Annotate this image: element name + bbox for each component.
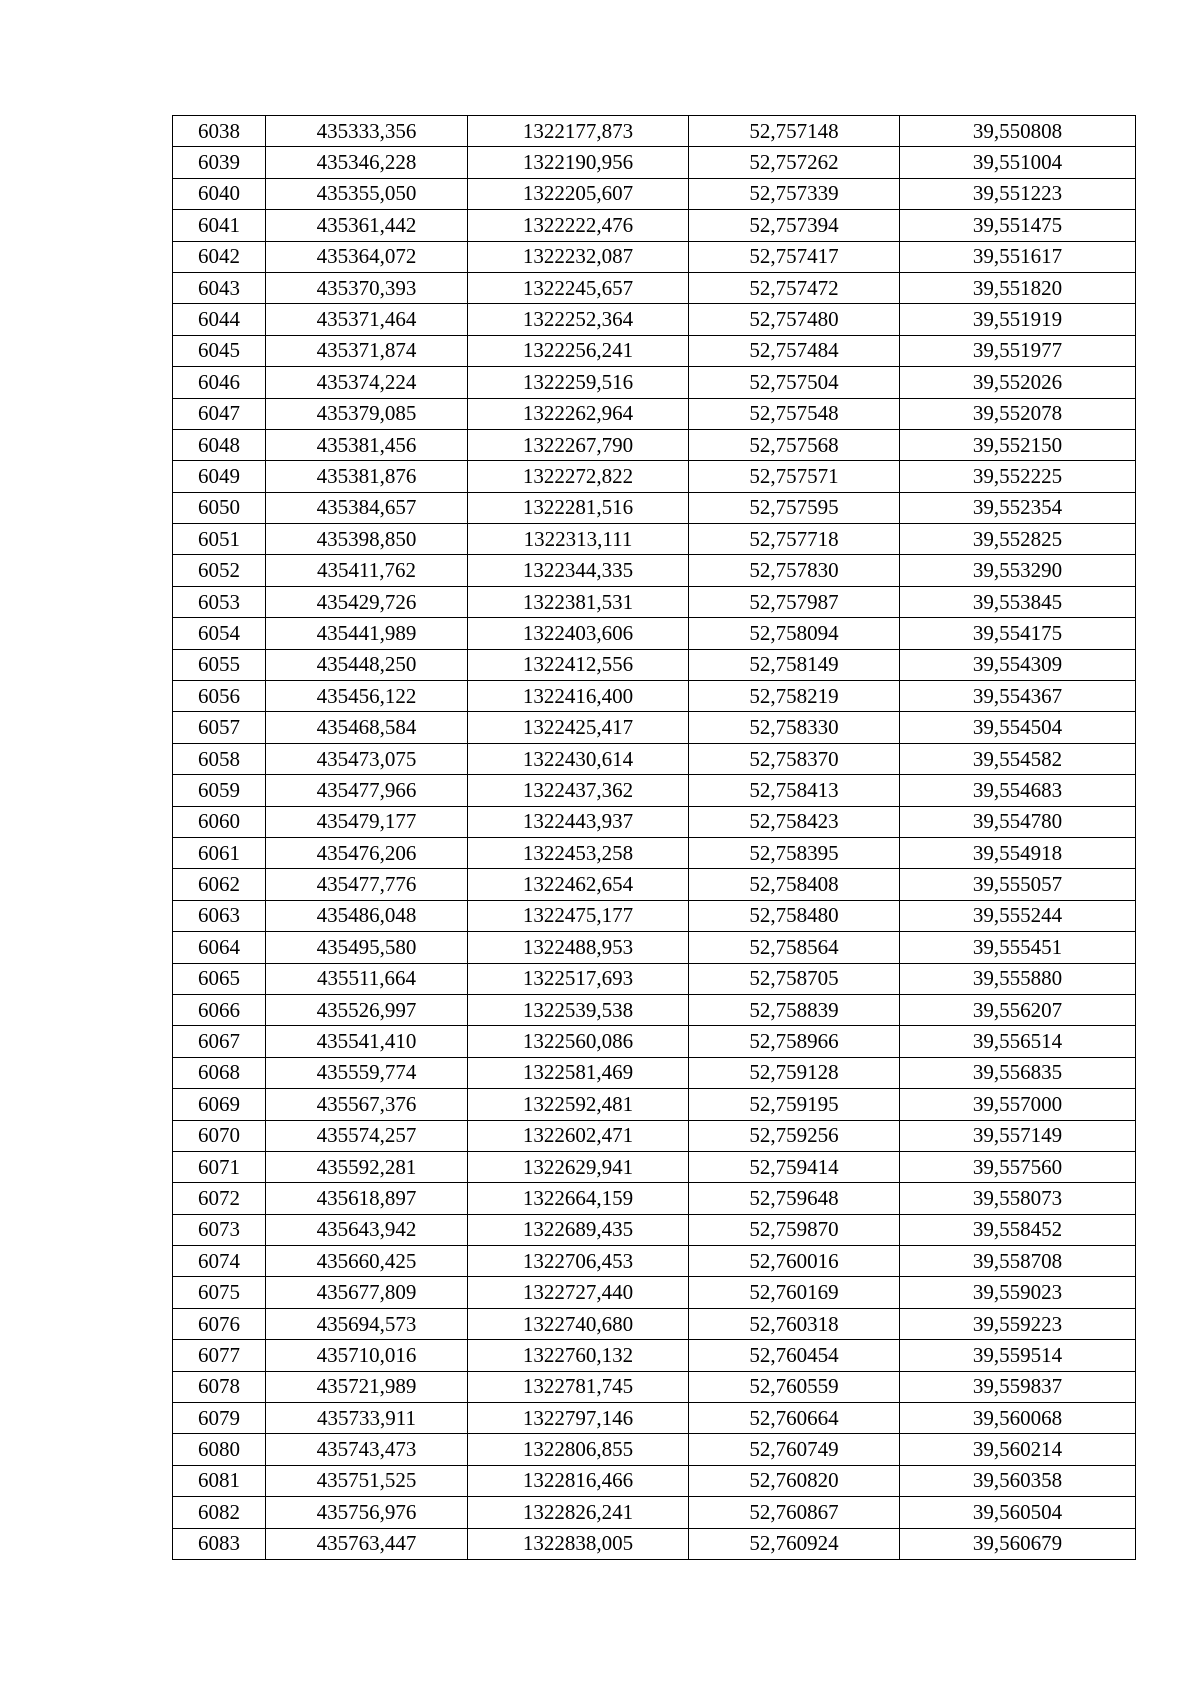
y-coordinate-cell: 1322437,362 xyxy=(468,775,689,806)
point-number-cell: 6043 xyxy=(173,272,266,303)
table-row xyxy=(173,649,1136,680)
point-number-cell: 6073 xyxy=(173,1214,266,1245)
point-number-cell: 6068 xyxy=(173,1057,266,1088)
x-coordinate-cell: 435370,393 xyxy=(266,272,468,303)
y-coordinate-cell: 1322190,956 xyxy=(468,147,689,178)
point-number-cell: 6062 xyxy=(173,869,266,900)
y-coordinate-cell: 1322539,538 xyxy=(468,994,689,1025)
x-coordinate-cell: 435364,072 xyxy=(266,241,468,272)
x-coordinate-cell: 435441,989 xyxy=(266,618,468,649)
latitude-cell: 52,758705 xyxy=(689,963,900,994)
y-coordinate-cell: 1322560,086 xyxy=(468,1026,689,1057)
latitude-cell: 52,758408 xyxy=(689,869,900,900)
x-coordinate-cell: 435756,976 xyxy=(266,1497,468,1528)
longitude-cell: 39,556835 xyxy=(900,1057,1136,1088)
x-coordinate-cell: 435473,075 xyxy=(266,743,468,774)
latitude-cell: 52,757262 xyxy=(689,147,900,178)
y-coordinate-cell: 1322443,937 xyxy=(468,806,689,837)
point-number-cell: 6076 xyxy=(173,1308,266,1339)
latitude-cell: 52,760318 xyxy=(689,1308,900,1339)
x-coordinate-cell: 435677,809 xyxy=(266,1277,468,1308)
table-row xyxy=(173,806,1136,837)
table-row xyxy=(173,994,1136,1025)
y-coordinate-cell: 1322629,941 xyxy=(468,1151,689,1182)
point-number-cell: 6069 xyxy=(173,1089,266,1120)
point-number-cell: 6066 xyxy=(173,994,266,1025)
longitude-cell: 39,553845 xyxy=(900,586,1136,617)
point-number-cell: 6050 xyxy=(173,492,266,523)
longitude-cell: 39,559023 xyxy=(900,1277,1136,1308)
latitude-cell: 52,760169 xyxy=(689,1277,900,1308)
table-row xyxy=(173,178,1136,209)
latitude-cell: 52,757148 xyxy=(689,116,900,147)
table-row xyxy=(173,147,1136,178)
latitude-cell: 52,757718 xyxy=(689,524,900,555)
longitude-cell: 39,552225 xyxy=(900,461,1136,492)
latitude-cell: 52,758423 xyxy=(689,806,900,837)
table-row xyxy=(173,1246,1136,1277)
table-row xyxy=(173,1465,1136,1496)
point-number-cell: 6071 xyxy=(173,1151,266,1182)
y-coordinate-cell: 1322412,556 xyxy=(468,649,689,680)
longitude-cell: 39,557149 xyxy=(900,1120,1136,1151)
table-row xyxy=(173,932,1136,963)
y-coordinate-cell: 1322259,516 xyxy=(468,367,689,398)
point-number-cell: 6061 xyxy=(173,837,266,868)
latitude-cell: 52,757504 xyxy=(689,367,900,398)
y-coordinate-cell: 1322281,516 xyxy=(468,492,689,523)
longitude-cell: 39,556207 xyxy=(900,994,1136,1025)
y-coordinate-cell: 1322430,614 xyxy=(468,743,689,774)
longitude-cell: 39,554582 xyxy=(900,743,1136,774)
latitude-cell: 52,758413 xyxy=(689,775,900,806)
point-number-cell: 6042 xyxy=(173,241,266,272)
x-coordinate-cell: 435346,228 xyxy=(266,147,468,178)
longitude-cell: 39,552150 xyxy=(900,429,1136,460)
point-number-cell: 6045 xyxy=(173,335,266,366)
longitude-cell: 39,551004 xyxy=(900,147,1136,178)
point-number-cell: 6056 xyxy=(173,681,266,712)
x-coordinate-cell: 435477,966 xyxy=(266,775,468,806)
latitude-cell: 52,758839 xyxy=(689,994,900,1025)
latitude-cell: 52,760454 xyxy=(689,1340,900,1371)
x-coordinate-cell: 435468,584 xyxy=(266,712,468,743)
latitude-cell: 52,758395 xyxy=(689,837,900,868)
longitude-cell: 39,559837 xyxy=(900,1371,1136,1402)
table-row xyxy=(173,869,1136,900)
longitude-cell: 39,555451 xyxy=(900,932,1136,963)
x-coordinate-cell: 435495,580 xyxy=(266,932,468,963)
table-row xyxy=(173,618,1136,649)
latitude-cell: 52,757595 xyxy=(689,492,900,523)
x-coordinate-cell: 435486,048 xyxy=(266,900,468,931)
x-coordinate-cell: 435477,776 xyxy=(266,869,468,900)
point-number-cell: 6039 xyxy=(173,147,266,178)
longitude-cell: 39,558708 xyxy=(900,1246,1136,1277)
x-coordinate-cell: 435559,774 xyxy=(266,1057,468,1088)
point-number-cell: 6067 xyxy=(173,1026,266,1057)
longitude-cell: 39,554309 xyxy=(900,649,1136,680)
y-coordinate-cell: 1322706,453 xyxy=(468,1246,689,1277)
longitude-cell: 39,554918 xyxy=(900,837,1136,868)
latitude-cell: 52,757417 xyxy=(689,241,900,272)
x-coordinate-cell: 435456,122 xyxy=(266,681,468,712)
table-row xyxy=(173,681,1136,712)
latitude-cell: 52,757472 xyxy=(689,272,900,303)
x-coordinate-cell: 435381,876 xyxy=(266,461,468,492)
coordinates-table-body xyxy=(173,116,1136,1560)
table-row xyxy=(173,1403,1136,1434)
longitude-cell: 39,554367 xyxy=(900,681,1136,712)
latitude-cell: 52,759414 xyxy=(689,1151,900,1182)
x-coordinate-cell: 435374,224 xyxy=(266,367,468,398)
point-number-cell: 6063 xyxy=(173,900,266,931)
x-coordinate-cell: 435371,464 xyxy=(266,304,468,335)
point-number-cell: 6044 xyxy=(173,304,266,335)
point-number-cell: 6080 xyxy=(173,1434,266,1465)
y-coordinate-cell: 1322592,481 xyxy=(468,1089,689,1120)
longitude-cell: 39,551475 xyxy=(900,210,1136,241)
latitude-cell: 52,758480 xyxy=(689,900,900,931)
point-number-cell: 6053 xyxy=(173,586,266,617)
table-row xyxy=(173,272,1136,303)
table-row xyxy=(173,963,1136,994)
longitude-cell: 39,553290 xyxy=(900,555,1136,586)
latitude-cell: 52,758219 xyxy=(689,681,900,712)
table-row xyxy=(173,1371,1136,1402)
y-coordinate-cell: 1322689,435 xyxy=(468,1214,689,1245)
y-coordinate-cell: 1322262,964 xyxy=(468,398,689,429)
table-row xyxy=(173,1308,1136,1339)
x-coordinate-cell: 435721,989 xyxy=(266,1371,468,1402)
y-coordinate-cell: 1322222,476 xyxy=(468,210,689,241)
table-row xyxy=(173,210,1136,241)
y-coordinate-cell: 1322344,335 xyxy=(468,555,689,586)
point-number-cell: 6059 xyxy=(173,775,266,806)
latitude-cell: 52,757548 xyxy=(689,398,900,429)
longitude-cell: 39,557560 xyxy=(900,1151,1136,1182)
y-coordinate-cell: 1322177,873 xyxy=(468,116,689,147)
point-number-cell: 6052 xyxy=(173,555,266,586)
y-coordinate-cell: 1322797,146 xyxy=(468,1403,689,1434)
x-coordinate-cell: 435618,897 xyxy=(266,1183,468,1214)
y-coordinate-cell: 1322313,111 xyxy=(468,524,689,555)
table-row xyxy=(173,775,1136,806)
y-coordinate-cell: 1322256,241 xyxy=(468,335,689,366)
x-coordinate-cell: 435743,473 xyxy=(266,1434,468,1465)
y-coordinate-cell: 1322517,693 xyxy=(468,963,689,994)
latitude-cell: 52,758149 xyxy=(689,649,900,680)
point-number-cell: 6060 xyxy=(173,806,266,837)
table-row xyxy=(173,1151,1136,1182)
x-coordinate-cell: 435429,726 xyxy=(266,586,468,617)
longitude-cell: 39,556514 xyxy=(900,1026,1136,1057)
latitude-cell: 52,759256 xyxy=(689,1120,900,1151)
latitude-cell: 52,758966 xyxy=(689,1026,900,1057)
y-coordinate-cell: 1322727,440 xyxy=(468,1277,689,1308)
y-coordinate-cell: 1322838,005 xyxy=(468,1528,689,1559)
latitude-cell: 52,760559 xyxy=(689,1371,900,1402)
table-row xyxy=(173,555,1136,586)
table-row xyxy=(173,367,1136,398)
point-number-cell: 6057 xyxy=(173,712,266,743)
y-coordinate-cell: 1322403,606 xyxy=(468,618,689,649)
latitude-cell: 52,759648 xyxy=(689,1183,900,1214)
latitude-cell: 52,757339 xyxy=(689,178,900,209)
latitude-cell: 52,760664 xyxy=(689,1403,900,1434)
point-number-cell: 6046 xyxy=(173,367,266,398)
y-coordinate-cell: 1322272,822 xyxy=(468,461,689,492)
point-number-cell: 6038 xyxy=(173,116,266,147)
table-row xyxy=(173,1089,1136,1120)
x-coordinate-cell: 435448,250 xyxy=(266,649,468,680)
longitude-cell: 39,550808 xyxy=(900,116,1136,147)
table-row xyxy=(173,335,1136,366)
x-coordinate-cell: 435355,050 xyxy=(266,178,468,209)
longitude-cell: 39,551223 xyxy=(900,178,1136,209)
x-coordinate-cell: 435733,911 xyxy=(266,1403,468,1434)
x-coordinate-cell: 435592,281 xyxy=(266,1151,468,1182)
latitude-cell: 52,758094 xyxy=(689,618,900,649)
point-number-cell: 6065 xyxy=(173,963,266,994)
table-row xyxy=(173,1528,1136,1559)
longitude-cell: 39,555880 xyxy=(900,963,1136,994)
latitude-cell: 52,758564 xyxy=(689,932,900,963)
table-row xyxy=(173,1497,1136,1528)
y-coordinate-cell: 1322664,159 xyxy=(468,1183,689,1214)
point-number-cell: 6040 xyxy=(173,178,266,209)
x-coordinate-cell: 435476,206 xyxy=(266,837,468,868)
table-row xyxy=(173,743,1136,774)
longitude-cell: 39,557000 xyxy=(900,1089,1136,1120)
x-coordinate-cell: 435479,177 xyxy=(266,806,468,837)
y-coordinate-cell: 1322381,531 xyxy=(468,586,689,617)
y-coordinate-cell: 1322816,466 xyxy=(468,1465,689,1496)
x-coordinate-cell: 435384,657 xyxy=(266,492,468,523)
table-row xyxy=(173,241,1136,272)
y-coordinate-cell: 1322425,417 xyxy=(468,712,689,743)
point-number-cell: 6083 xyxy=(173,1528,266,1559)
y-coordinate-cell: 1322453,258 xyxy=(468,837,689,868)
y-coordinate-cell: 1322781,745 xyxy=(468,1371,689,1402)
longitude-cell: 39,560068 xyxy=(900,1403,1136,1434)
table-row xyxy=(173,461,1136,492)
point-number-cell: 6070 xyxy=(173,1120,266,1151)
x-coordinate-cell: 435541,410 xyxy=(266,1026,468,1057)
point-number-cell: 6058 xyxy=(173,743,266,774)
longitude-cell: 39,560214 xyxy=(900,1434,1136,1465)
y-coordinate-cell: 1322475,177 xyxy=(468,900,689,931)
latitude-cell: 52,760820 xyxy=(689,1465,900,1496)
longitude-cell: 39,560679 xyxy=(900,1528,1136,1559)
coordinates-table xyxy=(172,115,1136,1560)
longitude-cell: 39,552026 xyxy=(900,367,1136,398)
latitude-cell: 52,758370 xyxy=(689,743,900,774)
table-row xyxy=(173,1120,1136,1151)
point-number-cell: 6078 xyxy=(173,1371,266,1402)
x-coordinate-cell: 435567,376 xyxy=(266,1089,468,1120)
longitude-cell: 39,555244 xyxy=(900,900,1136,931)
point-number-cell: 6082 xyxy=(173,1497,266,1528)
x-coordinate-cell: 435398,850 xyxy=(266,524,468,555)
latitude-cell: 52,757830 xyxy=(689,555,900,586)
x-coordinate-cell: 435379,085 xyxy=(266,398,468,429)
longitude-cell: 39,554504 xyxy=(900,712,1136,743)
table-row xyxy=(173,1277,1136,1308)
point-number-cell: 6049 xyxy=(173,461,266,492)
longitude-cell: 39,551919 xyxy=(900,304,1136,335)
table-row xyxy=(173,837,1136,868)
y-coordinate-cell: 1322488,953 xyxy=(468,932,689,963)
y-coordinate-cell: 1322462,654 xyxy=(468,869,689,900)
x-coordinate-cell: 435371,874 xyxy=(266,335,468,366)
latitude-cell: 52,759195 xyxy=(689,1089,900,1120)
x-coordinate-cell: 435526,997 xyxy=(266,994,468,1025)
longitude-cell: 39,552825 xyxy=(900,524,1136,555)
table-row xyxy=(173,586,1136,617)
y-coordinate-cell: 1322416,400 xyxy=(468,681,689,712)
point-number-cell: 6051 xyxy=(173,524,266,555)
latitude-cell: 52,760749 xyxy=(689,1434,900,1465)
point-number-cell: 6081 xyxy=(173,1465,266,1496)
longitude-cell: 39,560358 xyxy=(900,1465,1136,1496)
y-coordinate-cell: 1322740,680 xyxy=(468,1308,689,1339)
latitude-cell: 52,759128 xyxy=(689,1057,900,1088)
table-row xyxy=(173,429,1136,460)
table-row xyxy=(173,1340,1136,1371)
point-number-cell: 6048 xyxy=(173,429,266,460)
y-coordinate-cell: 1322232,087 xyxy=(468,241,689,272)
longitude-cell: 39,554683 xyxy=(900,775,1136,806)
longitude-cell: 39,552078 xyxy=(900,398,1136,429)
y-coordinate-cell: 1322602,471 xyxy=(468,1120,689,1151)
latitude-cell: 52,758330 xyxy=(689,712,900,743)
table-row xyxy=(173,900,1136,931)
point-number-cell: 6054 xyxy=(173,618,266,649)
point-number-cell: 6075 xyxy=(173,1277,266,1308)
y-coordinate-cell: 1322245,657 xyxy=(468,272,689,303)
longitude-cell: 39,552354 xyxy=(900,492,1136,523)
latitude-cell: 52,757484 xyxy=(689,335,900,366)
table-row xyxy=(173,492,1136,523)
table-row xyxy=(173,116,1136,147)
table-row xyxy=(173,524,1136,555)
longitude-cell: 39,558073 xyxy=(900,1183,1136,1214)
table-row xyxy=(173,712,1136,743)
latitude-cell: 52,759870 xyxy=(689,1214,900,1245)
point-number-cell: 6041 xyxy=(173,210,266,241)
point-number-cell: 6079 xyxy=(173,1403,266,1434)
latitude-cell: 52,760924 xyxy=(689,1528,900,1559)
table-row xyxy=(173,1026,1136,1057)
longitude-cell: 39,559223 xyxy=(900,1308,1136,1339)
table-row xyxy=(173,1057,1136,1088)
table-row xyxy=(173,1214,1136,1245)
y-coordinate-cell: 1322806,855 xyxy=(468,1434,689,1465)
y-coordinate-cell: 1322205,607 xyxy=(468,178,689,209)
x-coordinate-cell: 435574,257 xyxy=(266,1120,468,1151)
table-row xyxy=(173,1183,1136,1214)
longitude-cell: 39,551820 xyxy=(900,272,1136,303)
table-row xyxy=(173,1434,1136,1465)
latitude-cell: 52,757987 xyxy=(689,586,900,617)
y-coordinate-cell: 1322267,790 xyxy=(468,429,689,460)
point-number-cell: 6055 xyxy=(173,649,266,680)
longitude-cell: 39,551977 xyxy=(900,335,1136,366)
table-row xyxy=(173,398,1136,429)
latitude-cell: 52,757568 xyxy=(689,429,900,460)
latitude-cell: 52,757394 xyxy=(689,210,900,241)
x-coordinate-cell: 435763,447 xyxy=(266,1528,468,1559)
y-coordinate-cell: 1322252,364 xyxy=(468,304,689,335)
latitude-cell: 52,757480 xyxy=(689,304,900,335)
point-number-cell: 6047 xyxy=(173,398,266,429)
latitude-cell: 52,760867 xyxy=(689,1497,900,1528)
point-number-cell: 6072 xyxy=(173,1183,266,1214)
x-coordinate-cell: 435751,525 xyxy=(266,1465,468,1496)
table-row xyxy=(173,304,1136,335)
x-coordinate-cell: 435643,942 xyxy=(266,1214,468,1245)
x-coordinate-cell: 435381,456 xyxy=(266,429,468,460)
longitude-cell: 39,560504 xyxy=(900,1497,1136,1528)
point-number-cell: 6064 xyxy=(173,932,266,963)
longitude-cell: 39,558452 xyxy=(900,1214,1136,1245)
x-coordinate-cell: 435333,356 xyxy=(266,116,468,147)
longitude-cell: 39,554780 xyxy=(900,806,1136,837)
y-coordinate-cell: 1322826,241 xyxy=(468,1497,689,1528)
x-coordinate-cell: 435710,016 xyxy=(266,1340,468,1371)
y-coordinate-cell: 1322581,469 xyxy=(468,1057,689,1088)
longitude-cell: 39,559514 xyxy=(900,1340,1136,1371)
point-number-cell: 6077 xyxy=(173,1340,266,1371)
latitude-cell: 52,760016 xyxy=(689,1246,900,1277)
longitude-cell: 39,555057 xyxy=(900,869,1136,900)
x-coordinate-cell: 435411,762 xyxy=(266,555,468,586)
longitude-cell: 39,554175 xyxy=(900,618,1136,649)
x-coordinate-cell: 435660,425 xyxy=(266,1246,468,1277)
x-coordinate-cell: 435361,442 xyxy=(266,210,468,241)
x-coordinate-cell: 435694,573 xyxy=(266,1308,468,1339)
x-coordinate-cell: 435511,664 xyxy=(266,963,468,994)
latitude-cell: 52,757571 xyxy=(689,461,900,492)
point-number-cell: 6074 xyxy=(173,1246,266,1277)
y-coordinate-cell: 1322760,132 xyxy=(468,1340,689,1371)
longitude-cell: 39,551617 xyxy=(900,241,1136,272)
